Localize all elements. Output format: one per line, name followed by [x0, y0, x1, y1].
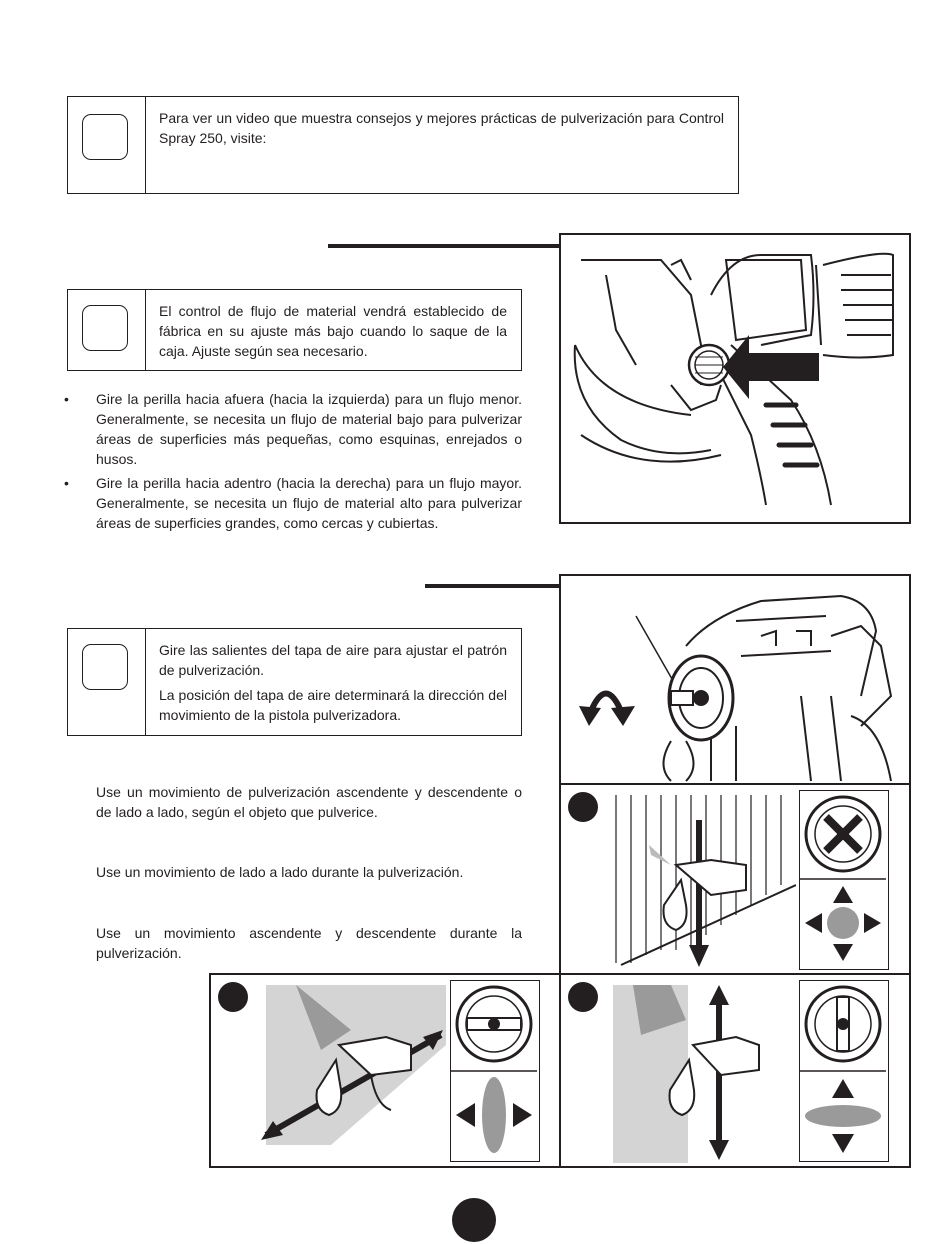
bullet-text: Gire la perilla hacia adentro (hacia la derecha) para un flujo mayor. Generalmente, se necesita un flujo de material alto para pulverizar áreas de superficies grandes, como cercas y cubiertas.	[96, 475, 522, 531]
list-item	[64, 389, 522, 469]
spray-gun-knob-drawing	[561, 235, 908, 521]
air-cap-icon-panel	[450, 980, 540, 1162]
pattern-panel-side-to-side	[209, 973, 562, 1168]
flow-note-box	[67, 289, 522, 371]
note-icon-cell	[68, 290, 146, 370]
pattern-paragraph-2: Use un movimiento de lado a lado durante la pulverización.	[96, 864, 464, 880]
pattern-panel-up-down	[559, 973, 911, 1168]
flow-knob-illustration	[559, 233, 911, 524]
aircap-horizontal-icon	[451, 981, 537, 1159]
note-icon	[82, 114, 128, 160]
bullet-marker: •	[64, 475, 69, 491]
pattern-section-heading-rule	[425, 584, 561, 588]
pattern-paragraph-1: Use un movimiento de pulverización ascendente y descendente o de lado a lado, según el objeto que pulverice.	[96, 784, 522, 820]
page-number-badge	[452, 1198, 496, 1242]
pattern-panel-all-directions	[559, 783, 911, 976]
aircap-vertical-icon	[800, 981, 886, 1159]
air-cap-icon-panel	[799, 790, 889, 970]
air-cap-icon-panel	[799, 980, 889, 1162]
note-icon-cell	[68, 97, 146, 193]
aircap-diagonal-icon	[800, 791, 886, 967]
fence-spray-drawing	[561, 785, 796, 973]
pattern-paragraph-3: Use un movimiento ascendente y descendente durante la pulverización.	[96, 925, 522, 961]
video-note-box	[67, 96, 739, 194]
pattern-note-line2: La posición del tapa de aire determinará la dirección del movimiento de la pistola pulverizadora.	[159, 687, 507, 723]
note-icon-cell	[68, 629, 146, 735]
pattern-note-line1: Gire las salientes del tapa de aire para ajustar el patrón de pulverización.	[159, 642, 507, 678]
vertical-spray-drawing	[561, 975, 796, 1165]
air-cap-drawing	[561, 576, 908, 783]
flow-note-text: El control de flujo de material vendrá establecido de fábrica en su ajuste más bajo cuando lo saque de la caja. Ajuste según sea necesario.	[159, 303, 507, 359]
pattern-note-box	[67, 628, 522, 736]
air-cap-illustration	[559, 574, 911, 786]
list-item	[64, 473, 522, 533]
bullet-text: Gire la perilla hacia afuera (hacia la izquierda) para un flujo menor. Generalmente, se necesita un flujo de material bajo para pulverizar áreas de superficies más pequeñas, como esquinas, enrejados o husos.	[96, 391, 522, 467]
bullet-marker: •	[64, 391, 69, 407]
flow-section-heading-rule	[328, 244, 561, 248]
note-icon	[82, 305, 128, 351]
note-icon	[82, 644, 128, 690]
video-note-text: Para ver un video que muestra consejos y mejores prácticas de pulverización para Control Spray 250, visite:	[159, 110, 724, 146]
horizontal-spray-drawing	[211, 975, 446, 1165]
flow-bullet-list	[64, 389, 522, 537]
